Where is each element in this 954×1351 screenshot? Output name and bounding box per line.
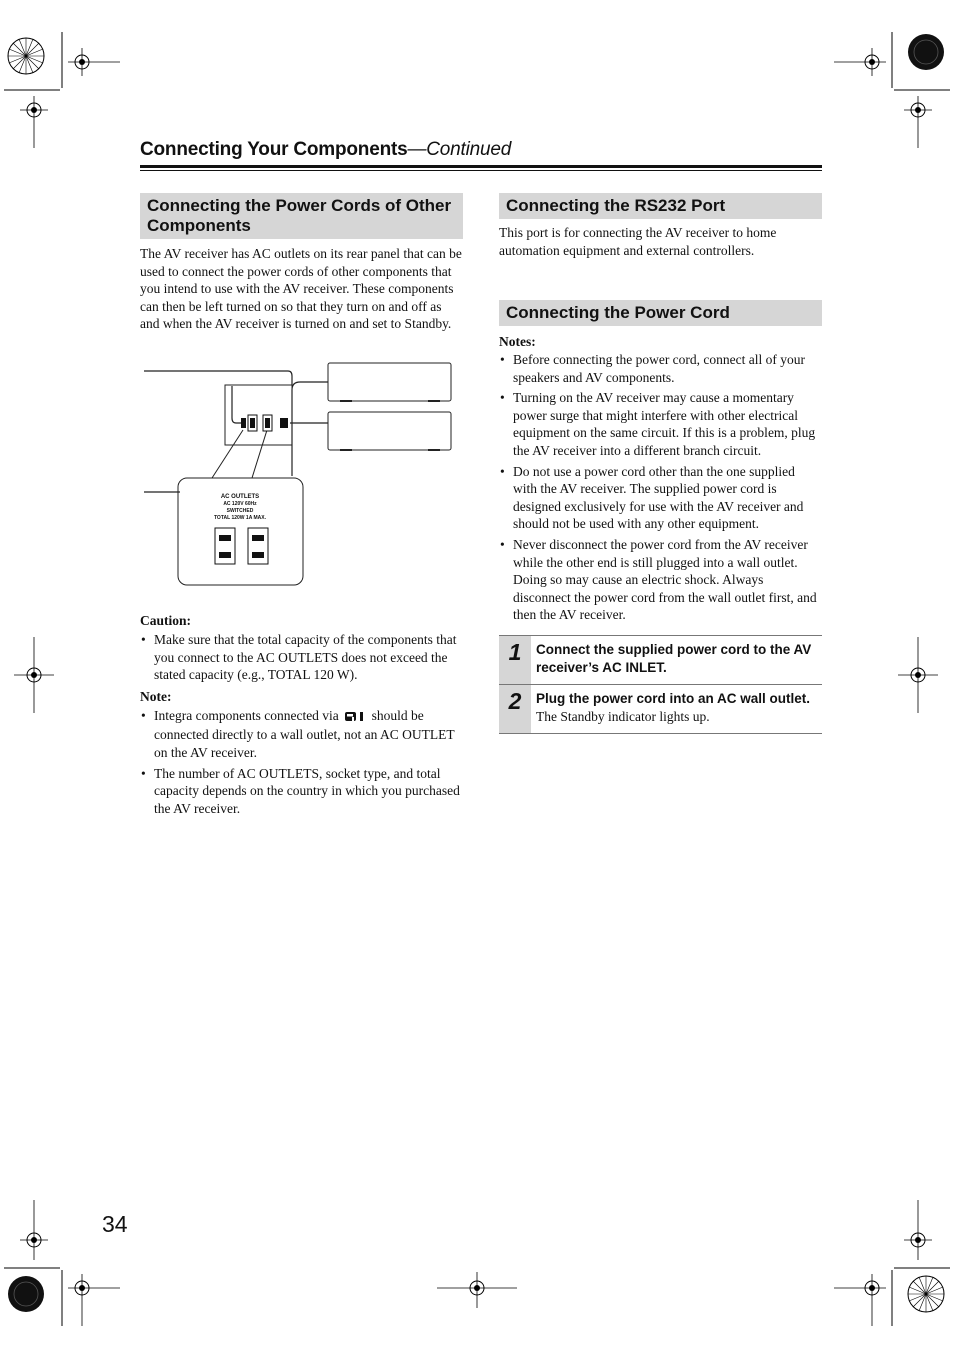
- note-label: Note:: [140, 688, 172, 704]
- header-rule-thin: [140, 170, 822, 171]
- registration-mark-top-left: [0, 28, 130, 158]
- rs232-paragraph: [499, 224, 822, 259]
- ac-outlets-diagram: [140, 358, 460, 598]
- ri-logo-icon: [345, 709, 365, 727]
- page-header-continued: —Continued: [407, 139, 512, 160]
- step-description: The Standby indicator lights up.: [536, 709, 710, 724]
- notes-item: • Turning on the AV receiver may cause a momentary power surge that might interfere with other electrical equipment on the same circuit. If this is a problem, plug the AV receiver into a different branch circuit.: [499, 389, 822, 459]
- intro-paragraph: [140, 245, 463, 333]
- intro-text: The AV receiver has AC outlets on its rear panel that can be used to connect the power cords of other components that you intend to use with the AV receiver. These components can then be left turned on so that they turn on and off as and when the AV receiver is turned on and set to Standby.: [140, 246, 462, 332]
- notes-item: • Before connecting the power cord, connect all of your speakers and AV components.: [499, 351, 822, 386]
- step-body: [531, 685, 822, 733]
- panel-label-ac-outlets: AC OUTLETS: [220, 494, 260, 500]
- section-title-rs232: Connecting the RS232 Port: [499, 193, 822, 219]
- step-body: [531, 636, 822, 684]
- notes-label: Notes:: [499, 334, 536, 349]
- notes-block: [499, 334, 822, 627]
- page-header: [140, 139, 511, 161]
- panel-label-capacity: TOTAL 120W 1A MAX.: [213, 515, 267, 521]
- step-row: [499, 636, 822, 685]
- note-list: [140, 707, 463, 818]
- header-rule: [140, 165, 822, 168]
- caution-label: Caution:: [140, 613, 192, 628]
- panel-label: [200, 494, 280, 522]
- registration-mark-mid-right: [898, 637, 938, 713]
- rs232-text: This port is for connecting the AV receiver to home automation equipment and external controllers.: [499, 225, 777, 258]
- note-item: [140, 707, 463, 762]
- panel-label-switched: SWITCHED: [226, 508, 254, 514]
- section-title-power-cord: Connecting the Power Cord: [499, 300, 822, 326]
- note-item: • The number of AC OUTLETS, socket type, and total capacity depends on the country in which you purchased the AV receiver.: [140, 765, 463, 818]
- caution-block: [140, 613, 463, 820]
- step-number: 1: [499, 636, 531, 684]
- notes-list: [499, 351, 822, 624]
- step-number: 2: [499, 685, 531, 733]
- registration-mark-top-right: [824, 28, 954, 158]
- step-row: [499, 685, 822, 734]
- notes-item: • Do not use a power cord other than the one supplied with the AV receiver. The supplied power cord is designed exclusively for use with the AV receiver and should not be used with any other equipment.: [499, 463, 822, 533]
- registration-mark-bottom-right: [824, 1200, 954, 1330]
- steps-table: [499, 635, 822, 734]
- page-number: 34: [102, 1211, 128, 1237]
- note-item-text-after: should be connected directly to a wall outlet, not an AC OUTLET on the AV receiver.: [154, 707, 455, 760]
- registration-mark-bottom-center: [437, 1268, 517, 1308]
- section-title-power-cords-other: Connecting the Power Cords of Other Components: [140, 193, 463, 239]
- caution-list: [140, 631, 463, 684]
- page-header-title: Connecting Your Components: [140, 139, 408, 160]
- registration-mark-mid-left: [14, 637, 54, 713]
- panel-label-voltage: AC 120V 60Hz: [223, 501, 257, 507]
- step-title: Connect the supplied power cord to the AV receiver’s AC INLET.: [536, 642, 812, 675]
- step-title: Plug the power cord into an AC wall outlet.: [536, 691, 811, 706]
- caution-item: • Make sure that the total capacity of the components that you connect to the AC OUTLETS does not exceed the stated capacity (e.g., TOTAL 120 W).: [140, 631, 463, 684]
- notes-item: • Never disconnect the power cord from the AV receiver while the other end is still plugged into a wall outlet. Doing so may cause an electric shock. Always disconnect the power cord from the wall outlet first, and then the AV receiver.: [499, 536, 822, 624]
- note-item-text-before: Integra components connected via: [154, 707, 339, 723]
